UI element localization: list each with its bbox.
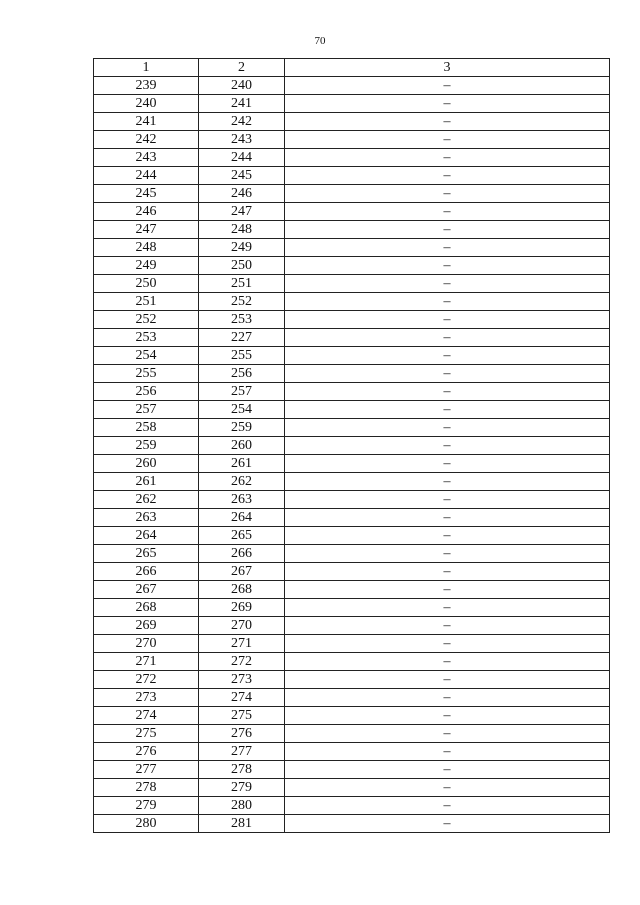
table-row [94, 563, 610, 581]
table-cell-col-2: 275 [199, 707, 285, 725]
column-header-1: 1 [94, 59, 199, 77]
table-cell-col-2: 253 [199, 311, 285, 329]
table-cell-col-2: 242 [199, 113, 285, 131]
table-cell-col-1: 266 [94, 563, 199, 581]
table-cell-col-3: – [285, 257, 610, 275]
table-cell-col-3: – [285, 707, 610, 725]
table-cell-col-2: 272 [199, 653, 285, 671]
table-row [94, 437, 610, 455]
table-cell-col-3: – [285, 725, 610, 743]
table-cell-col-2: 273 [199, 671, 285, 689]
table-cell-col-2: 266 [199, 545, 285, 563]
table-cell-col-1: 279 [94, 797, 199, 815]
table-cell-col-1: 265 [94, 545, 199, 563]
table-cell-col-2: 281 [199, 815, 285, 833]
table-cell-col-3: – [285, 779, 610, 797]
table-cell-col-3: – [285, 329, 610, 347]
table-cell-col-1: 260 [94, 455, 199, 473]
table-cell-col-3: – [285, 617, 610, 635]
table-cell-col-1: 245 [94, 185, 199, 203]
table-cell-col-2: 252 [199, 293, 285, 311]
table-cell-col-2: 245 [199, 167, 285, 185]
table-cell-col-1: 252 [94, 311, 199, 329]
table-cell-col-3: – [285, 491, 610, 509]
table-cell-col-1: 277 [94, 761, 199, 779]
table-row [94, 203, 610, 221]
table-cell-col-2: 241 [199, 95, 285, 113]
table-cell-col-1: 258 [94, 419, 199, 437]
table-cell-col-3: – [285, 455, 610, 473]
table-row [94, 635, 610, 653]
table-cell-col-3: – [285, 761, 610, 779]
table-cell-col-1: 257 [94, 401, 199, 419]
table-row [94, 329, 610, 347]
table-cell-col-2: 265 [199, 527, 285, 545]
table-cell-col-3: – [285, 311, 610, 329]
table-cell-col-3: – [285, 131, 610, 149]
table-cell-col-3: – [285, 77, 610, 95]
table-cell-col-2: 250 [199, 257, 285, 275]
table-cell-col-2: 244 [199, 149, 285, 167]
table-cell-col-3: – [285, 743, 610, 761]
table-cell-col-2: 240 [199, 77, 285, 95]
table-cell-col-3: – [285, 671, 610, 689]
table-cell-col-2: 255 [199, 347, 285, 365]
column-header-3: 3 [285, 59, 610, 77]
table-row [94, 113, 610, 131]
table-cell-col-1: 268 [94, 599, 199, 617]
table-row [94, 347, 610, 365]
table-row [94, 509, 610, 527]
table-cell-col-2: 247 [199, 203, 285, 221]
table-cell-col-1: 273 [94, 689, 199, 707]
table-cell-col-3: – [285, 239, 610, 257]
table-cell-col-3: – [285, 545, 610, 563]
table-cell-col-3: – [285, 167, 610, 185]
table-row [94, 707, 610, 725]
table-cell-col-1: 243 [94, 149, 199, 167]
table-cell-col-1: 250 [94, 275, 199, 293]
table-cell-col-3: – [285, 437, 610, 455]
table-cell-col-1: 259 [94, 437, 199, 455]
table-cell-col-3: – [285, 509, 610, 527]
table-cell-col-3: – [285, 419, 610, 437]
table-cell-col-3: – [285, 383, 610, 401]
table-row [94, 365, 610, 383]
table-cell-col-2: 227 [199, 329, 285, 347]
table-row [94, 815, 610, 833]
table-body [94, 77, 610, 833]
table-row [94, 185, 610, 203]
table-cell-col-2: 249 [199, 239, 285, 257]
table-cell-col-3: – [285, 401, 610, 419]
table-cell-col-1: 274 [94, 707, 199, 725]
table-row [94, 257, 610, 275]
table-row [94, 473, 610, 491]
table-cell-col-3: – [285, 563, 610, 581]
table-cell-col-3: – [285, 149, 610, 167]
table-row [94, 599, 610, 617]
table-cell-col-2: 263 [199, 491, 285, 509]
table-cell-col-2: 270 [199, 617, 285, 635]
table-cell-col-3: – [285, 293, 610, 311]
table-cell-col-2: 262 [199, 473, 285, 491]
table-cell-col-3: – [285, 113, 610, 131]
table-cell-col-1: 256 [94, 383, 199, 401]
table-cell-col-3: – [285, 473, 610, 491]
table-cell-col-1: 262 [94, 491, 199, 509]
table-cell-col-2: 264 [199, 509, 285, 527]
table-row [94, 689, 610, 707]
table-cell-col-1: 264 [94, 527, 199, 545]
column-header-2: 2 [199, 59, 285, 77]
table-cell-col-1: 280 [94, 815, 199, 833]
table-cell-col-1: 270 [94, 635, 199, 653]
table-cell-col-1: 272 [94, 671, 199, 689]
table-cell-col-3: – [285, 689, 610, 707]
table-cell-col-3: – [285, 599, 610, 617]
table-cell-col-2: 277 [199, 743, 285, 761]
table-cell-col-2: 276 [199, 725, 285, 743]
table-cell-col-2: 271 [199, 635, 285, 653]
table-cell-col-3: – [285, 365, 610, 383]
table-cell-col-3: – [285, 815, 610, 833]
table-row [94, 545, 610, 563]
table-cell-col-2: 268 [199, 581, 285, 599]
table-cell-col-1: 241 [94, 113, 199, 131]
table-cell-col-3: – [285, 581, 610, 599]
table-cell-col-1: 246 [94, 203, 199, 221]
table-row [94, 761, 610, 779]
table-cell-col-3: – [285, 635, 610, 653]
table-cell-col-1: 251 [94, 293, 199, 311]
table-cell-col-2: 278 [199, 761, 285, 779]
table-row [94, 527, 610, 545]
table-cell-col-2: 256 [199, 365, 285, 383]
table-cell-col-3: – [285, 653, 610, 671]
table-cell-col-3: – [285, 185, 610, 203]
table-cell-col-1: 263 [94, 509, 199, 527]
table-cell-col-1: 249 [94, 257, 199, 275]
table-cell-col-1: 242 [94, 131, 199, 149]
table-row [94, 311, 610, 329]
table-cell-col-2: 279 [199, 779, 285, 797]
table-cell-col-3: – [285, 347, 610, 365]
table-cell-col-3: – [285, 95, 610, 113]
table-row [94, 617, 610, 635]
table-cell-col-1: 255 [94, 365, 199, 383]
table-row [94, 149, 610, 167]
table-row [94, 383, 610, 401]
table-row [94, 419, 610, 437]
table-cell-col-2: 269 [199, 599, 285, 617]
table-cell-col-3: – [285, 275, 610, 293]
table-cell-col-2: 246 [199, 185, 285, 203]
table-row [94, 491, 610, 509]
table-row [94, 671, 610, 689]
table-row [94, 797, 610, 815]
table-cell-col-1: 269 [94, 617, 199, 635]
table-cell-col-2: 267 [199, 563, 285, 581]
table-cell-col-3: – [285, 797, 610, 815]
table-cell-col-1: 244 [94, 167, 199, 185]
table-cell-col-1: 253 [94, 329, 199, 347]
table-row [94, 779, 610, 797]
table-cell-col-2: 254 [199, 401, 285, 419]
table-header [94, 59, 610, 77]
table-cell-col-1: 275 [94, 725, 199, 743]
table-cell-col-3: – [285, 527, 610, 545]
table-row [94, 77, 610, 95]
table-cell-col-2: 243 [199, 131, 285, 149]
table-row [94, 221, 610, 239]
table-cell-col-1: 271 [94, 653, 199, 671]
table-row [94, 275, 610, 293]
table-cell-col-1: 276 [94, 743, 199, 761]
table-cell-col-1: 267 [94, 581, 199, 599]
data-table [93, 58, 610, 833]
table-cell-col-2: 261 [199, 455, 285, 473]
table-cell-col-1: 248 [94, 239, 199, 257]
table-row [94, 581, 610, 599]
table-row [94, 653, 610, 671]
table-row [94, 725, 610, 743]
table-cell-col-1: 240 [94, 95, 199, 113]
table-row [94, 401, 610, 419]
table-cell-col-1: 278 [94, 779, 199, 797]
header-row [94, 59, 610, 77]
table-row [94, 293, 610, 311]
table-cell-col-2: 260 [199, 437, 285, 455]
table-cell-col-2: 274 [199, 689, 285, 707]
page-number: 70 [314, 35, 326, 47]
table-row [94, 743, 610, 761]
table-cell-col-2: 248 [199, 221, 285, 239]
table-cell-col-1: 261 [94, 473, 199, 491]
table-cell-col-2: 257 [199, 383, 285, 401]
table-row [94, 455, 610, 473]
table-row [94, 131, 610, 149]
table-cell-col-2: 251 [199, 275, 285, 293]
table-cell-col-1: 254 [94, 347, 199, 365]
table-cell-col-3: – [285, 203, 610, 221]
table-cell-col-2: 259 [199, 419, 285, 437]
table-row [94, 95, 610, 113]
table-row [94, 167, 610, 185]
table-cell-col-1: 239 [94, 77, 199, 95]
table-cell-col-2: 280 [199, 797, 285, 815]
table-cell-col-1: 247 [94, 221, 199, 239]
table-row [94, 239, 610, 257]
table-cell-col-3: – [285, 221, 610, 239]
